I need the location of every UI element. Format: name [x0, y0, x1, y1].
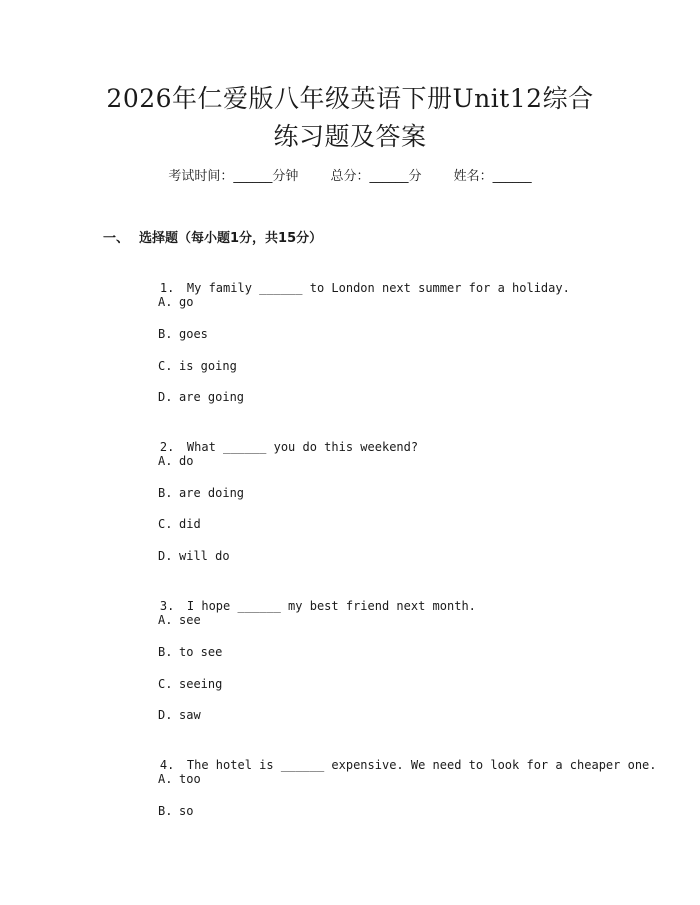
option-text: goes	[179, 327, 208, 341]
question-3-option-c	[158, 675, 222, 693]
option-letter: C.	[158, 517, 173, 531]
page-title-line-1: 2026年仁爱版八年级英语下册Unit12综合	[106, 84, 594, 113]
question-number: 3.	[159, 599, 175, 613]
question-3-option-a	[158, 611, 201, 629]
option-letter: B.	[158, 327, 173, 341]
option-text: are going	[179, 390, 245, 404]
question-number: 4.	[159, 758, 175, 772]
question-1-option-d	[158, 388, 244, 406]
option-text: go	[179, 295, 194, 309]
student-name-field: 姓名：______	[453, 169, 532, 184]
question-3-option-b	[158, 643, 222, 661]
option-text: seeing	[179, 677, 223, 691]
option-letter: A.	[158, 454, 173, 468]
question-text: My family ______ to London next summer for a holiday.	[186, 281, 570, 295]
option-letter: D.	[158, 390, 173, 404]
question-2-option-c	[158, 515, 201, 533]
option-text: so	[179, 804, 194, 818]
option-text: too	[179, 772, 201, 786]
total-score-field: 总分：______分	[330, 169, 422, 184]
question-text: The hotel is ______ expensive. We need to look for a cheaper one.	[186, 758, 657, 772]
question-3-option-d	[158, 706, 201, 724]
option-letter: A.	[158, 772, 173, 786]
page-title-line-2: 练习题及答案	[273, 122, 427, 151]
question-number: 1.	[159, 281, 175, 295]
option-text: is going	[179, 359, 237, 373]
question-4	[131, 738, 657, 792]
option-text: saw	[179, 708, 201, 722]
section-title: 选择题（每小题1分，共15分）	[139, 231, 323, 246]
option-text: are doing	[179, 486, 245, 500]
question-4-option-a	[158, 770, 201, 788]
option-text: will do	[179, 549, 230, 563]
question-2-option-d	[158, 547, 230, 565]
section-heading	[103, 229, 322, 249]
option-letter: D.	[158, 549, 173, 563]
question-text: I hope ______ my best friend next month.	[186, 599, 476, 613]
question-4-option-b	[158, 802, 193, 820]
option-text: did	[179, 517, 201, 531]
question-2-option-a	[158, 452, 193, 470]
exam-time-field: 考试时间：______分钟	[168, 169, 299, 184]
question-number: 2.	[159, 440, 175, 454]
question-1	[131, 261, 570, 315]
option-letter: C.	[158, 677, 173, 691]
option-letter: A.	[158, 295, 173, 309]
option-letter: B.	[158, 804, 173, 818]
question-1-option-c	[158, 357, 237, 375]
question-1-option-b	[158, 325, 208, 343]
exam-meta	[0, 167, 700, 187]
option-text: to see	[179, 645, 223, 659]
question-text: What ______ you do this weekend?	[186, 440, 419, 454]
section-number: 一、	[103, 231, 130, 246]
question-2-option-b	[158, 484, 244, 502]
option-letter: A.	[158, 613, 173, 627]
option-letter: C.	[158, 359, 173, 373]
question-1-option-a	[158, 293, 193, 311]
option-text: see	[179, 613, 201, 627]
option-text: do	[179, 454, 194, 468]
option-letter: B.	[158, 645, 173, 659]
option-letter: B.	[158, 486, 173, 500]
option-letter: D.	[158, 708, 173, 722]
